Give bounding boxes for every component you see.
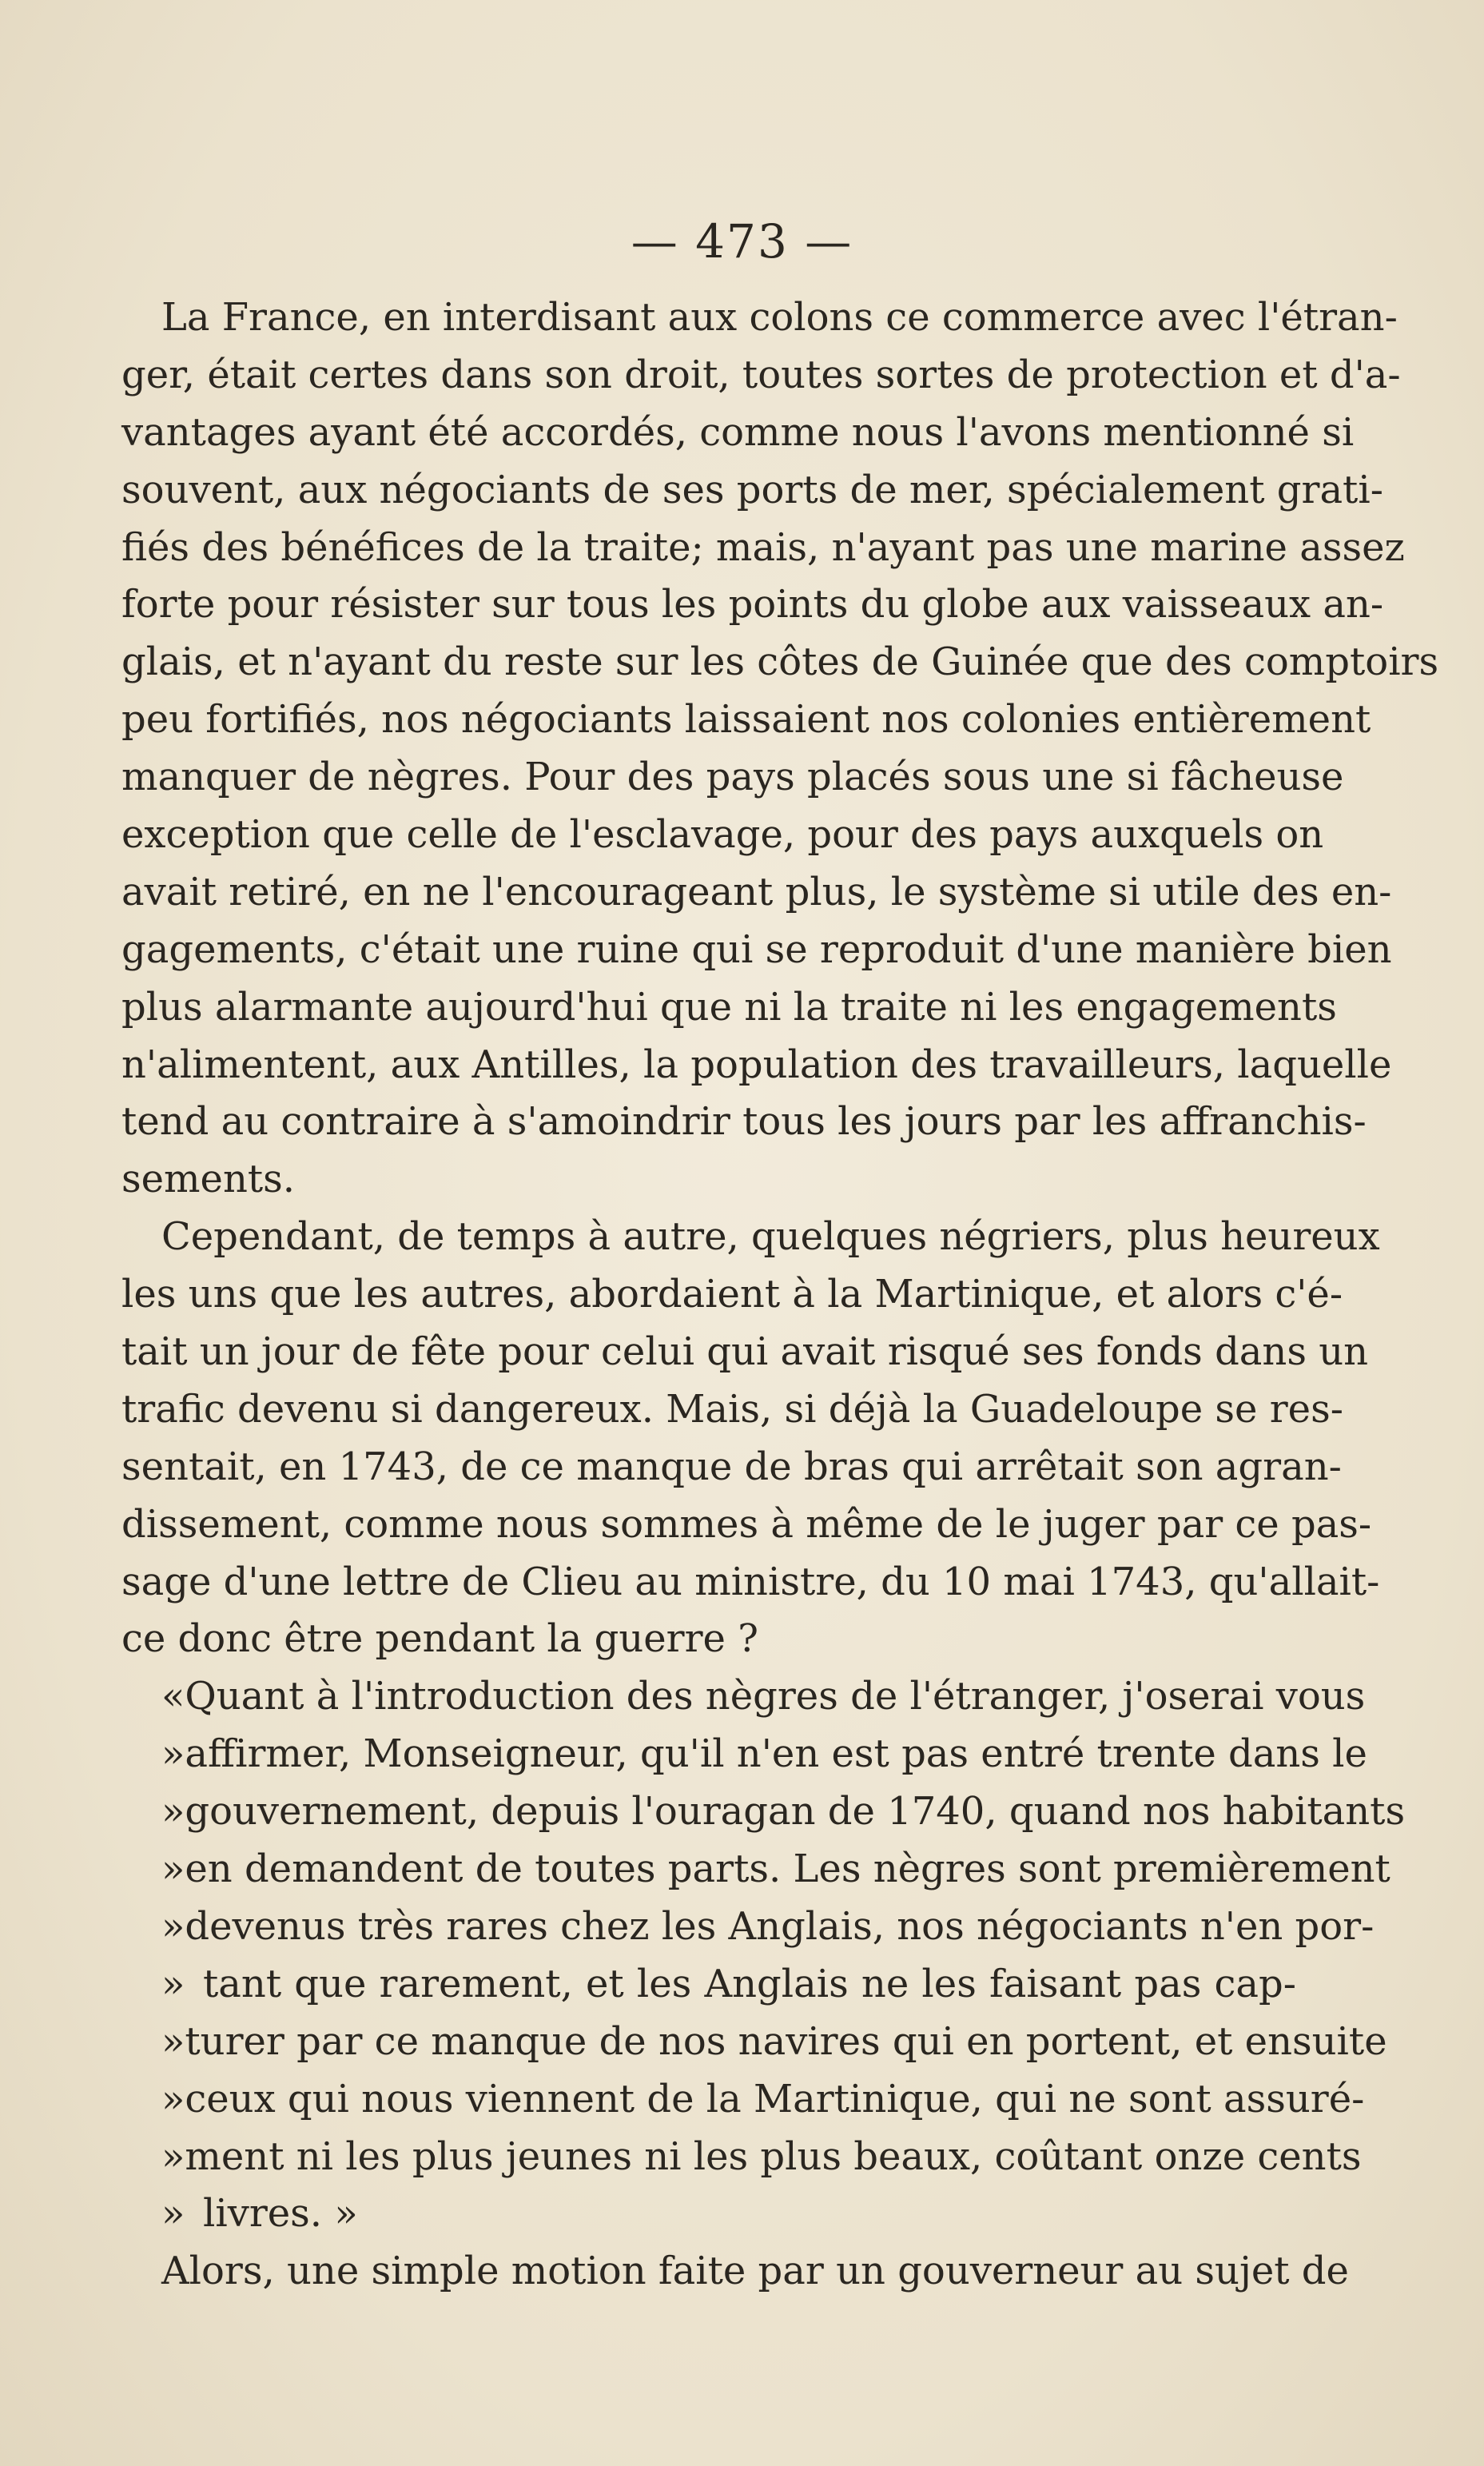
quote-text: devenus très rares chez les Anglais, nos négociants n'en por- bbox=[185, 1903, 1375, 1949]
text-line: ger, était certes dans son droit, toutes sortes de protection et d'a- bbox=[121, 352, 1401, 397]
text-line: trafic devenu si dangereux. Mais, si déjà la Guadeloupe se res- bbox=[121, 1386, 1343, 1432]
quote-text: affirmer, Monseigneur, qu'il n'en est pas entré trente dans le bbox=[185, 1731, 1367, 1777]
text-line: dissement, comme nous sommes à même de le juger par ce pas- bbox=[121, 1501, 1372, 1547]
quote-mark: » bbox=[161, 2191, 185, 2237]
text-line: manquer de nègres. Pour des pays placés sous une si fâcheuse bbox=[121, 755, 1344, 800]
quote-mark: » bbox=[161, 2133, 185, 2179]
text-line: tend au contraire à s'amoindrir tous les jours par les affranchis- bbox=[121, 1099, 1367, 1145]
quotation bbox=[121, 1668, 1406, 2243]
quote-line bbox=[121, 2129, 1362, 2186]
body-text bbox=[121, 289, 1439, 2301]
paragraph bbox=[121, 1209, 1380, 1668]
quote-line bbox=[121, 1668, 1366, 1726]
quote-mark: « bbox=[161, 1674, 185, 1719]
text-line: avait retiré, en ne l'encourageant plus, le système si utile des en- bbox=[121, 869, 1392, 914]
quote-mark: » bbox=[161, 1847, 185, 1892]
text-line: n'alimentent, aux Antilles, la population des travailleurs, laquelle bbox=[121, 1042, 1392, 1087]
text-line: plus alarmante aujourd'hui que ni la traite ni les engagements bbox=[121, 984, 1337, 1030]
quote-line bbox=[121, 1956, 1296, 2014]
text-line: vantages ayant été accordés, comme nous l'avons mentionné si bbox=[121, 409, 1355, 455]
quote-text: turer par ce manque de nos navires qui en portent, et ensuite bbox=[185, 2018, 1387, 2064]
quote-mark: » bbox=[161, 1789, 185, 1835]
quote-line bbox=[121, 2014, 1387, 2071]
quote-line bbox=[121, 1898, 1375, 1956]
text-line: tait un jour de fête pour celui qui avait risqué ses fonds dans un bbox=[121, 1329, 1369, 1375]
quote-mark: » bbox=[161, 1961, 185, 2006]
text-line: Alors, une simple motion faite par un gouverneur au sujet de bbox=[161, 2249, 1349, 2294]
quote-mark: » bbox=[161, 2018, 185, 2064]
text-line: souvent, aux négociants de ses ports de mer, spécialement grati- bbox=[121, 467, 1383, 512]
quote-text: ceux qui nous viennent de la Martinique, qui ne sont assuré- bbox=[185, 2076, 1365, 2121]
text-line: peu fortifiés, nos négociants laissaient nos colonies entièrement bbox=[121, 697, 1371, 743]
text-line: sentait, en 1743, de ce manque de bras qui arrêtait son agran- bbox=[121, 1444, 1342, 1489]
text-line: ce donc être pendant la guerre ? bbox=[121, 1616, 758, 1662]
quote-text: tant que rarement, et les Anglais ne les faisant pas cap- bbox=[203, 1961, 1296, 2006]
quote-text: gouvernement, depuis l'ouragan de 1740, quand nos habitants bbox=[185, 1789, 1406, 1835]
text-line: La France, en interdisant aux colons ce commerce avec l'étran- bbox=[161, 295, 1398, 340]
quote-line bbox=[121, 2071, 1365, 2129]
quote-mark: » bbox=[161, 1731, 185, 1777]
quote-line bbox=[121, 2185, 1296, 2243]
quote-text: en demandent de toutes parts. Les nègres sont premièrement bbox=[185, 1847, 1391, 1892]
paragraph bbox=[121, 2243, 1349, 2301]
text-line: exception que celle de l'esclavage, pour des pays auxquels on bbox=[121, 812, 1324, 858]
text-line: fiés des bénéfices de la traite; mais, n'ayant pas une marine assez bbox=[121, 524, 1405, 570]
quote-mark: » bbox=[161, 2076, 185, 2121]
text-line: forte pour résister sur tous les points du globe aux vaisseaux an- bbox=[121, 582, 1384, 627]
quote-line bbox=[121, 1726, 1367, 1783]
text-line: Cependant, de temps à autre, quelques négriers, plus heureux bbox=[161, 1214, 1380, 1260]
text-line: gagements, c'était une ruine qui se reproduit d'une manière bien bbox=[121, 926, 1392, 972]
quote-text: Quant à l'introduction des nègres de l'étranger, j'oserai vous bbox=[185, 1674, 1366, 1719]
paragraph bbox=[121, 289, 1439, 1209]
text-line: glais, et n'ayant du reste sur les côtes de Guinée que des comptoirs bbox=[121, 639, 1439, 685]
quote-text: ment ni les plus jeunes ni les plus beaux, coûtant onze cents bbox=[185, 2133, 1362, 2179]
text-line: sage d'une lettre de Clieu au ministre, du 10 mai 1743, qu'allait- bbox=[121, 1559, 1380, 1604]
quote-line bbox=[121, 1841, 1391, 1898]
page-number: — 473 — bbox=[631, 214, 853, 269]
quote-text: livres. » bbox=[203, 2191, 358, 2237]
text-line: les uns que les autres, abordaient à la Martinique, et alors c'é- bbox=[121, 1272, 1343, 1317]
text-line: sements. bbox=[121, 1157, 296, 1202]
quote-line bbox=[121, 1783, 1406, 1841]
quote-mark: » bbox=[161, 1903, 185, 1949]
